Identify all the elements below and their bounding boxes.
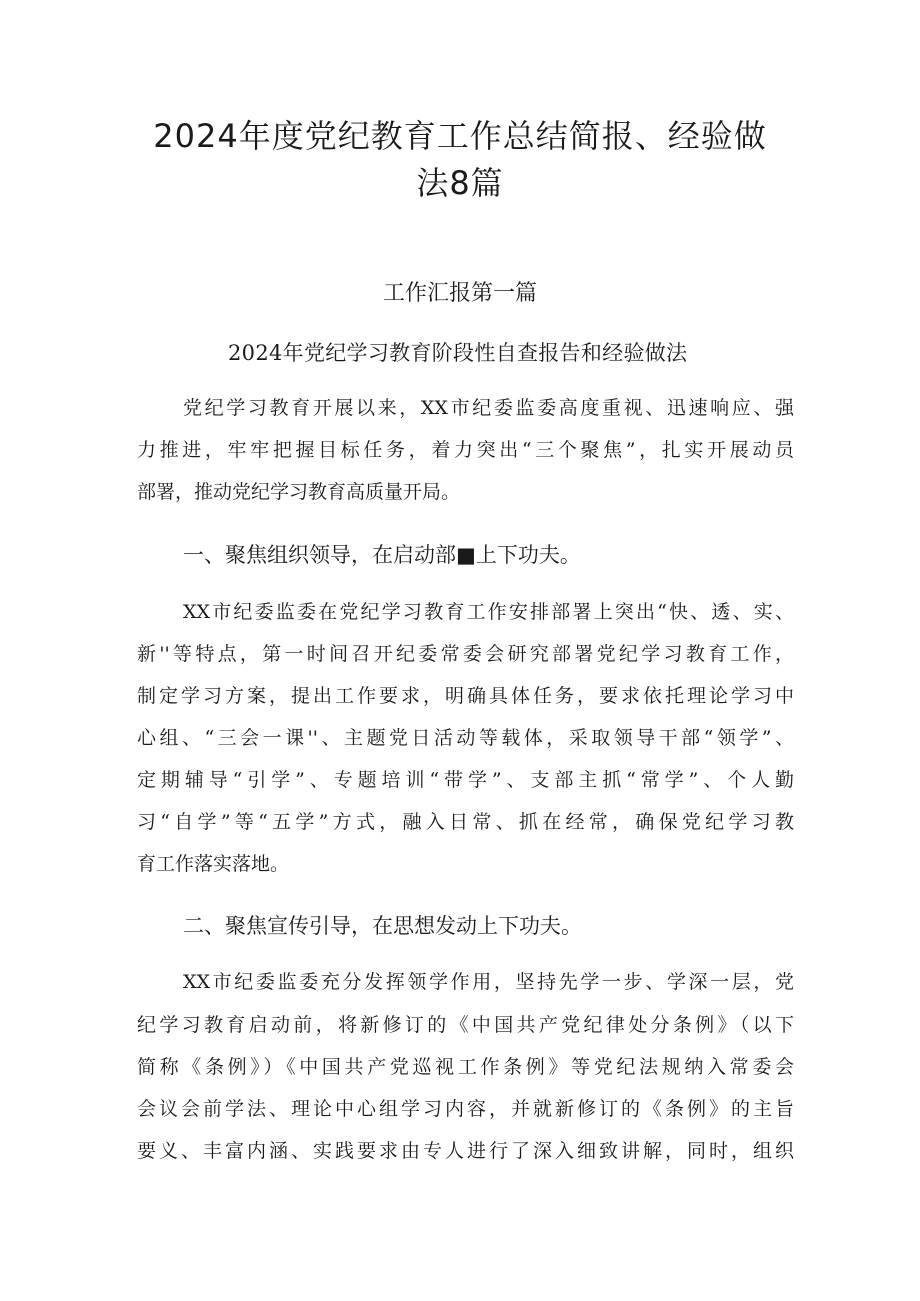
section-1-line: XX市纪委监委在党纪学习教育工作安排部署上突出“快、透、实、 <box>183 601 794 623</box>
section-1-line: 定期辅导“引学”、专题培训“带学”、支部主抓“常学”、个人勤 <box>137 769 794 791</box>
section-2-heading: 二、聚焦宣传引导，在思想发动上下功夫。 <box>183 914 582 938</box>
intro-paragraph-line: 部署，推动党纪学习教育高质量开局。 <box>137 481 461 503</box>
section-2-line: 要义、丰富内涵、实践要求由专人进行了深入细致讲解，同时，组织 <box>137 1140 794 1162</box>
document-title-line-1: 2024年度党纪教育工作总结简报、经验做 <box>153 117 767 155</box>
section-1-line: 新''等特点，第一时间召开纪委常委会研究部署党纪学习教育工作， <box>137 643 794 665</box>
section-1-line: 制定学习方案，提出工作要求，明确具体任务，要求依托理论学习中 <box>137 685 794 707</box>
section-heading: 工作汇报第一篇 <box>382 281 537 306</box>
section-2-line: 纪学习教育启动前，将新修订的《中国共产党纪律处分条例》（以下 <box>137 1014 794 1036</box>
section-1-heading: 一、聚焦组织领导，在启动部■上下功夫。 <box>183 543 581 567</box>
section-1-line: 习“自学”等“五学”方式，融入日常、抓在经常，确保党纪学习教 <box>137 811 794 833</box>
intro-paragraph-line: 力推进，牢牢把握目标任务，着力突出“三个聚焦”，扎实开展动员 <box>137 439 794 461</box>
intro-paragraph-line: 党纪学习教育开展以来，XX市纪委监委高度重视、迅速响应、强 <box>183 397 794 419</box>
section-2-line: 简称《条例》）《中国共产党巡视工作条例》等党纪法规纳入常委会 <box>137 1056 794 1078</box>
section-1-line: 心组、“三会一课''、主题党日活动等载体，采取领导干部“领学”、 <box>137 727 794 749</box>
section-2-line: XX市纪委监委充分发挥领学作用，坚持先学一步、学深一层，党 <box>183 971 794 993</box>
report-title: 2024年党纪学习教育阶段性自查报告和经验做法 <box>228 341 688 365</box>
document-title-line-2: 法8篇 <box>416 164 504 202</box>
section-1-line: 育工作落实落地。 <box>137 853 290 875</box>
section-2-line: 会议会前学法、理论中心组学习内容，并就新修订的《条例》的主旨 <box>137 1098 794 1120</box>
